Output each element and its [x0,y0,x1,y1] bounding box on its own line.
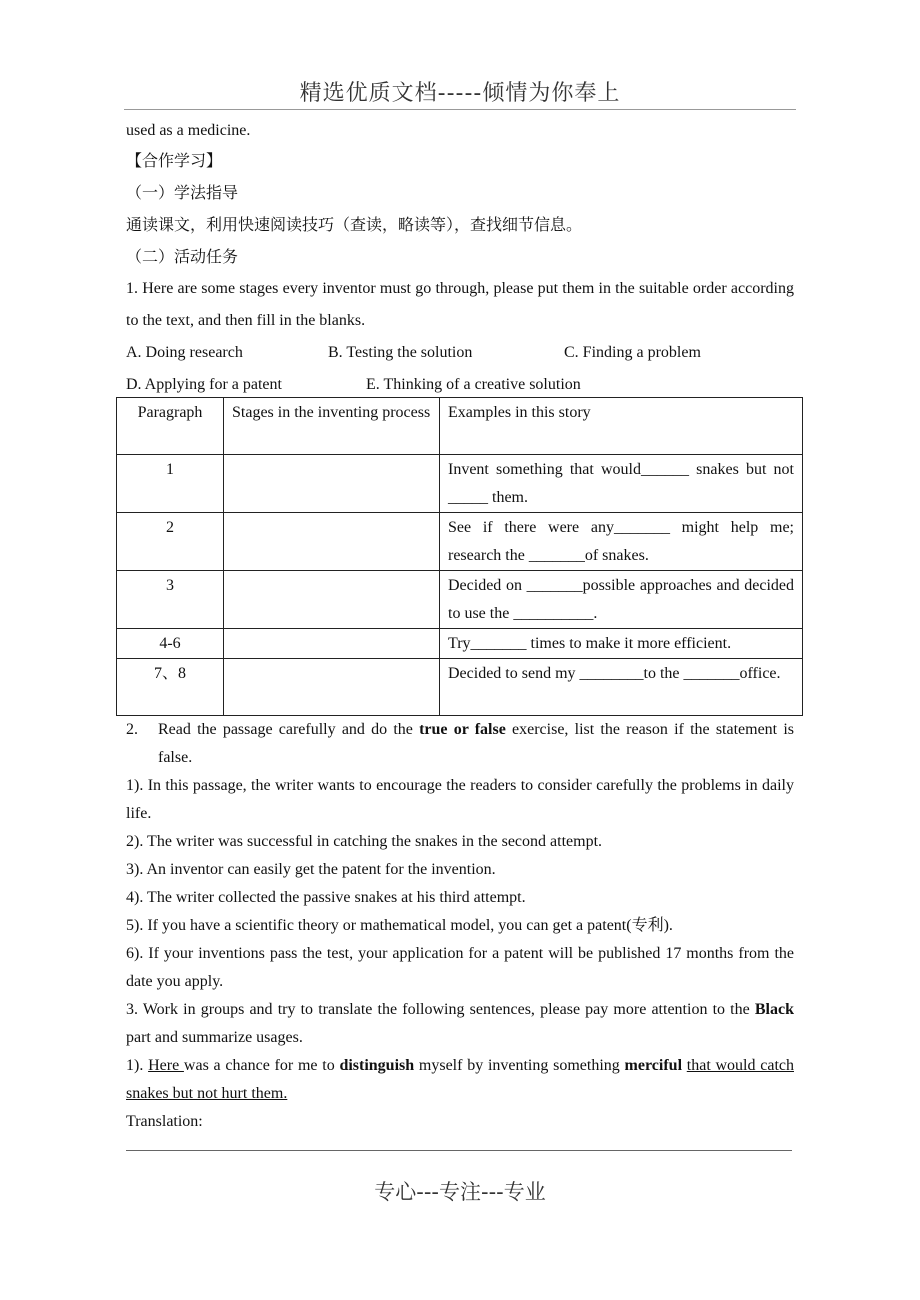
question-2-text-end: exercise, list the reason if the statement is false. [158,721,795,766]
translation-answer-line[interactable] [126,1150,792,1151]
option-b: B. Testing the solution [328,344,473,361]
row-paragraph: 1 [117,455,224,513]
question-3-text: 3. Work in groups and try to translate the following sentences, please pay more attention to the [126,1001,755,1018]
row-example: See if there were any_______ might help me; research the _______of snakes. [440,513,803,571]
document-body [126,117,794,1136]
sentence-1-bold-b: merciful [624,1057,683,1074]
sentence-1 [126,1052,794,1108]
question-3 [126,996,794,1052]
row-paragraph: 7、8 [117,659,224,716]
question-1: 1. Here are some stages every inventor must go through, please put them in the suitable order according to the text, and then fill in the blanks. [126,280,794,329]
section-heading: 【合作学习】 [126,151,223,170]
sentence-1-text-b: myself by inventing something [414,1057,625,1074]
row-stage-blank[interactable] [224,571,440,629]
sentence-1-prefix: 1). [126,1057,149,1074]
header-examples: Examples in this story [440,398,803,455]
option-d: D. Applying for a patent [126,376,282,393]
question-2-number: 2. [126,721,138,738]
tf-statement-4: 4). The writer collected the passive snakes at his third attempt. [126,889,526,906]
options-row-1 [126,337,794,369]
row-example: Invent something that would______ snakes but not _____ them. [440,455,803,513]
tf-statement-1: 1). In this passage, the writer wants to encourage the readers to consider carefully the problems in daily life. [126,777,794,822]
tf-statement-2: 2). The writer was successful in catching the snakes in the second attempt. [126,833,603,850]
subsection-heading-1: （一）学法指导 [126,183,239,202]
row-stage-blank[interactable] [224,659,440,716]
continued-text: used as a medicine. [126,122,251,139]
question-3-text-end: part and summarize usages. [126,1029,303,1046]
row-example: Decided on _______possible approaches and decided to use the __________. [440,571,803,629]
header-divider [124,109,796,110]
table-row [117,513,803,571]
row-stage-blank[interactable] [224,513,440,571]
row-paragraph: 4-6 [117,629,224,659]
stages-table [116,397,803,716]
row-stage-blank[interactable] [224,455,440,513]
page-footer: 专心---专注---专业 [374,1180,546,1204]
question-3-bold: Black [754,1001,794,1018]
translation-label: Translation: [126,1113,203,1130]
question-2-text: Read the passage carefully and do the [158,721,420,738]
row-example: Try_______ times to make it more efficient. [440,629,803,659]
question-2-bold: true or false [419,721,506,738]
sentence-1-bold-a: distinguish [339,1057,415,1074]
header-paragraph: Paragraph [117,398,224,455]
table-row [117,571,803,629]
tf-statement-3: 3). An inventor can easily get the patent for the invention. [126,861,496,878]
sentence-1-text-a: was a chance for me to [183,1057,340,1074]
row-paragraph: 2 [117,513,224,571]
option-a: A. Doing research [126,344,243,361]
table-row [117,659,803,716]
page-header: 精选优质文档-----倾情为你奉上 [299,81,621,106]
table-row [117,629,803,659]
method-guidance: 通读课文，利用快速阅读技巧（查读，略读等），查找细节信息。 [126,215,583,234]
tf-statement-5: 5). If you have a scientific theory or mathematical model, you can get a patent(专利). [126,917,673,934]
tf-statement-6: 6). If your inventions pass the test, your application for a patent will be published 17 months from the date you apply. [126,945,794,990]
sentence-1-underline-a: Here [148,1057,184,1074]
table-header-row [117,398,803,455]
sentence-1-underline-b: that would catch snakes but not hurt them. [126,1057,794,1102]
question-2 [126,716,794,772]
header-stages: Stages in the inventing process [224,398,440,455]
option-c: C. Finding a problem [564,344,701,361]
row-stage-blank[interactable] [224,629,440,659]
option-e: E. Thinking of a creative solution [366,376,581,393]
row-example: Decided to send my ________to the _______office. [440,659,803,716]
row-paragraph: 3 [117,571,224,629]
table-row [117,455,803,513]
subsection-heading-2: （二）活动任务 [126,247,239,266]
